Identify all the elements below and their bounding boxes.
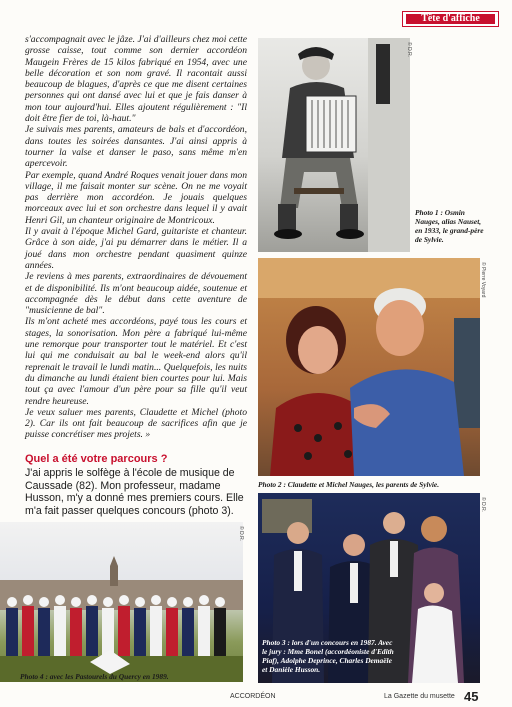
page-number: 45 [464,689,479,704]
photo-2-caption: Photo 2 : Claudette et Michel Nauges, les parents de Sylvie. [258,480,440,489]
paragraph: Il y avait à l'époque Michel Gard, guitariste et chanteur. Grâce à son aide, j'ai pu démarrer dans le métier. Il a joué dans mon orchestre pendant quasiment quinze années. [25,226,247,271]
article-body [25,34,247,441]
footer-magazine: La Gazette du musette [384,693,455,700]
photo-4-caption: Photo 4 : avec les Pastourels du Quercy en 1989. [20,672,169,681]
paragraph: Je reviens à mes parents, extraordinaires de dévouement et de disponibilité. Ils m'ont beaucoup aidée, soutenue et accompagnée dès le début dans cette aventure de "musicienne de bal". [25,271,247,317]
footer-section: ACCORDÉON [230,693,276,700]
photo-4 [0,522,243,682]
photo-1-image [258,38,410,252]
photo-1 [258,38,410,252]
paragraph: s'accompagnait avec le jâze. J'ai d'ailleurs chez moi cette grosse caisse, tout comme son dernier accordéon Maugein Frères de 15 kilos fabriqué en 1954, avec une belle décoration et son nom gravé. Il racontait aussi beaucoup de blagues, d'après ce que me disent certaines personnes qui ont dansé avec lui et que je fais danser à mon tour aujourd'hui. Elles ajoutent régulièrement : "Il doit être fier de toi, là-haut." [25,34,247,125]
photo-2-credit: © Pierre Voyard [480,262,486,298]
photo-1-credit: © D.R. [406,42,412,58]
question-heading: Quel a été votre parcours ? [25,453,168,465]
photo-1-caption: Photo 1 : Osmin Nauges, alias Nauset, en 1933, le grand-père de Sylvie. [415,208,484,244]
photo-2 [258,258,480,476]
section-tag [402,11,499,27]
photo-2-image [258,258,480,476]
photo-4-credit: © D.R. [238,526,244,542]
photo-3-credit: © D.R. [480,497,486,513]
photo-4-image [0,522,243,682]
paragraph: Par exemple, quand André Roques venait jouer dans mon village, il me faisait monter sur scène. On ne me voyait pas derrière mon accordéon. Je jouais quelques morceaux avec lui et son orchestre dans lequel il y avait Henri Gil, un chanteur originaire de Montricoux. [25,169,247,226]
photo-3-caption: Photo 3 : lors d'un concours en 1987. Avec le jury : Mme Bonel (accordéoniste d'Edith Piaf), Adolphe Deprince, Charles Demaële et Danièle Husson. [262,638,394,674]
section-tag-label: Tête d'affiche [406,14,495,24]
answer-text: J'ai appris le solfège à l'école de musique de Caussade (82). Mon professeur, madame Husson, m'y a donné mes premiers cours. Elle m'a fait passer quelques concours (photo 3). [25,467,244,517]
paragraph: Je suivais mes parents, amateurs de bals et d'accordéon, dans toutes les soirées dansantes. J'ai ainsi appris à tourner la valse et danser le paso, sans même m'en apercevoir. [25,124,247,170]
paragraph: Je veux saluer mes parents, Claudette et Michel (photo 2). Car ils ont fait beaucoup de sacrifices afin que je puisse concrétiser mes projets. » [25,406,247,441]
paragraph: Ils m'ont acheté mes accordéons, payé tous les cours et stages, la sonorisation. Mon père a fabriqué lui-même une remorque pour transporter tout le matériel. Et c'est lui qui me conduisait au bal le week-end alors qu'il reprenait le travail le lundi matin... Quelquefois, les nuits du dimanche au lundi étaient bien courtes pour lui. Mais tout ça avec l'amour d'un père pour sa fille qu'il veut rendre heureuse. [25,316,247,407]
